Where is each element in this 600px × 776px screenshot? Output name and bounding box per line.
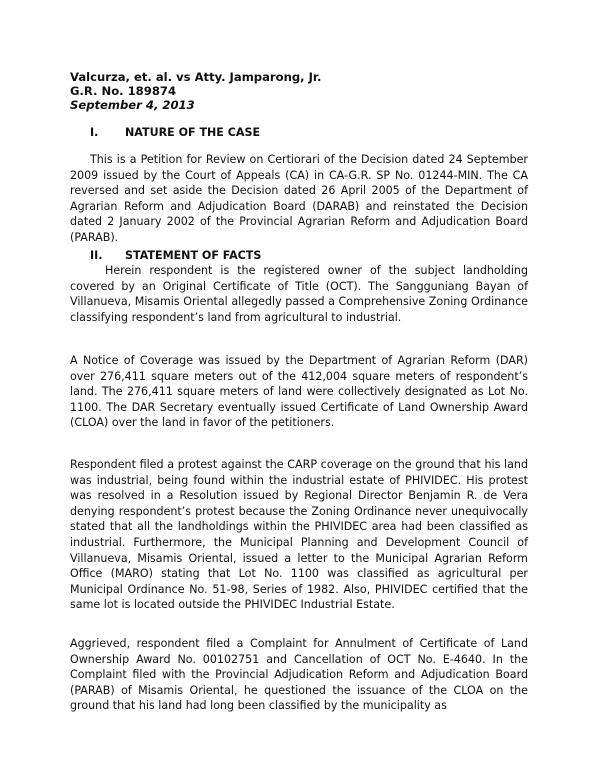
paragraph-facts-1: Herein respondent is the registered owner of the subject landholding covered by an Original Certificate of Title (OCT). The Sangguniang Bayan of Villanueva, Misamis Oriental allegedly passed a Comprehensive Zoning Ordinance classifying respondent’s land from agricultural to industrial.	[70, 264, 528, 324]
section-title: STATEMENT OF FACTS	[125, 249, 262, 262]
gr-number: G.R. No. 189874	[70, 84, 177, 98]
case-title: Valcurza, et. al. vs Atty. Jamparong, Jr.	[70, 70, 322, 84]
decision-date: September 4, 2013	[70, 98, 195, 112]
paragraph-nature: This is a Petition for Review on Certiorari of the Decision dated 24 September 2009 issued by the Court of Appeals (CA) in CA-G.R. SP No. 01244-MIN. The CA reversed and set aside the Decision dated 26 April 2005 of the Department of Agrarian Reform and Adjudication Board (DARAB) and reinstated the Decision dated 2 January 2002 of the Provincial Agrarian Reform and Adjudication Board (PARAB).	[70, 153, 528, 244]
paragraph-facts-2: A Notice of Coverage was issued by the Department of Agrarian Reform (DAR) over 276,411 square meters out of the 412,004 square meters of respondent’s land. The 276,411 square meters of land were collectively designated as Lot No. 1100. The DAR Secretary eventually issued Certificate of Land Ownership Award (CLOA) over the land in favor of the petitioners.	[70, 354, 528, 430]
section-number: II.	[90, 249, 103, 262]
case-header	[70, 70, 530, 112]
section-number: I.	[90, 126, 99, 139]
section-title: NATURE OF THE CASE	[125, 126, 261, 139]
paragraph-facts-4: Aggrieved, respondent filed a Complaint for Annulment of Certificate of Land Ownership Award No. 00102751 and Cancellation of OCT No. E-4640. In the Complaint filed with the Provincial Adjudication Reform and Adjudication Board (PARAB) of Misamis Oriental, he questioned the issuance of the CLOA on the ground that his land had long been classified by the municipality as	[70, 637, 528, 713]
paragraph-facts-3: Respondent filed a protest against the CARP coverage on the ground that his land was industrial, being found within the industrial estate of PHIVIDEC. His protest was resolved in a Resolution issued by Regional Director Benjamin R. de Vera denying respondent’s protest because the Zoning Ordinance never unequivocally stated that all the landholdings within the PHIVIDEC area had been classified as industrial. Furthermore, the Municipal Planning and Development Council of Villanueva, Misamis Oriental, issued a letter to the Municipal Agrarian Reform Office (MARO) stating that Lot No. 1100 was classified as agricultural per Municipal Ordinance No. 51-98, Series of 1982. Also, PHIVIDEC certified that the same lot is located outside the PHIVIDEC Industrial Estate.	[70, 458, 528, 612]
section-heading-facts	[90, 248, 261, 264]
section-heading-nature	[90, 125, 260, 141]
